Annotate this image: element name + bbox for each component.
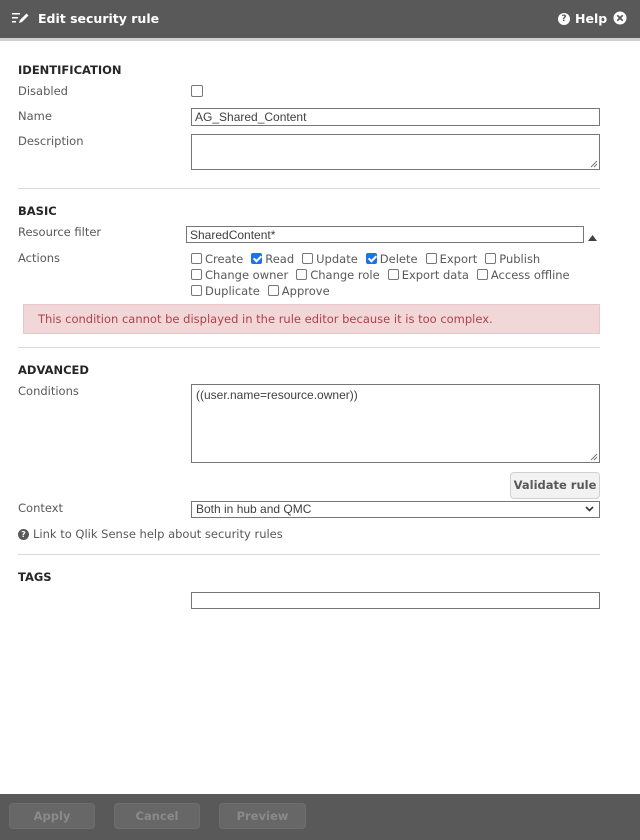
conditions-label: Conditions — [18, 384, 79, 398]
resize-handle-icon[interactable] — [590, 453, 598, 461]
dialog-title: Edit security rule — [38, 11, 160, 26]
context-label: Context — [18, 501, 64, 515]
action-approve[interactable] — [268, 283, 330, 299]
actions-checkbox-group — [191, 251, 601, 299]
action-label: Read — [265, 252, 295, 266]
action-checkbox[interactable] — [191, 253, 202, 264]
action-read[interactable] — [251, 251, 294, 267]
action-checkbox[interactable] — [426, 253, 437, 264]
action-export[interactable] — [426, 251, 478, 267]
tags-input[interactable] — [191, 592, 600, 609]
close-button[interactable] — [613, 11, 627, 28]
preview-button[interactable]: Preview — [219, 803, 306, 829]
chevron-down-icon — [585, 506, 594, 512]
resize-handle-icon[interactable] — [590, 160, 598, 168]
help-label: Help — [575, 11, 608, 26]
action-checkbox[interactable] — [191, 269, 202, 280]
action-change-role[interactable] — [296, 267, 379, 283]
apply-button[interactable]: Apply — [9, 803, 95, 829]
action-update[interactable] — [302, 251, 358, 267]
resource-filter-input[interactable]: SharedContent* — [186, 226, 584, 243]
action-label: Approve — [281, 284, 330, 298]
action-checkbox[interactable] — [477, 269, 488, 280]
disabled-label: Disabled — [18, 84, 68, 98]
action-checkbox[interactable] — [191, 285, 202, 296]
divider — [18, 554, 600, 555]
question-circle-icon: ? — [18, 529, 29, 540]
divider — [18, 188, 600, 189]
validate-rule-button[interactable]: Validate rule — [510, 472, 600, 499]
action-label: Change role — [310, 268, 380, 282]
action-checkbox[interactable] — [268, 285, 279, 296]
disabled-checkbox[interactable] — [191, 85, 203, 97]
conditions-textarea[interactable] — [191, 384, 600, 463]
context-select[interactable] — [191, 501, 600, 518]
action-checkbox[interactable] — [251, 253, 262, 264]
section-basic-title: BASIC — [18, 204, 57, 218]
question-circle-icon: ? — [558, 13, 570, 25]
action-duplicate[interactable] — [191, 283, 260, 299]
collapse-triangle-icon[interactable] — [588, 230, 597, 244]
action-label: Delete — [379, 252, 418, 266]
cancel-button[interactable]: Cancel — [114, 803, 200, 829]
section-identification-title: IDENTIFICATION — [18, 63, 122, 77]
actions-label: Actions — [18, 251, 61, 265]
action-publish[interactable] — [485, 251, 540, 267]
action-change-owner[interactable] — [191, 267, 288, 283]
description-label: Description — [18, 134, 84, 148]
action-label: Export — [439, 252, 478, 266]
action-checkbox[interactable] — [302, 253, 313, 264]
section-advanced-title: ADVANCED — [18, 363, 89, 377]
action-label: Publish — [499, 252, 541, 266]
description-textarea[interactable] — [191, 134, 600, 170]
dialog-header — [0, 0, 640, 38]
action-label: Update — [316, 252, 358, 266]
name-input[interactable]: AG_Shared_Content — [191, 108, 600, 126]
help-link-text: Link to Qlik Sense help about security rules — [33, 527, 283, 541]
condition-alert: This condition cannot be displayed in the rule editor because it is too complex. — [23, 304, 600, 334]
divider — [18, 347, 600, 348]
resource-filter-label: Resource filter — [18, 225, 102, 239]
close-circle-icon — [613, 11, 627, 25]
section-tags-title: TAGS — [18, 570, 52, 584]
action-checkbox[interactable] — [366, 253, 377, 264]
action-label: Change owner — [205, 268, 289, 282]
action-label: Access offline — [490, 268, 570, 282]
action-delete[interactable] — [366, 251, 418, 267]
action-label: Export data — [401, 268, 469, 282]
context-selected-value: Both in hub and QMC — [196, 502, 312, 516]
help-button[interactable] — [558, 11, 607, 26]
action-label: Create — [205, 252, 244, 266]
edit-list-icon — [12, 11, 29, 28]
action-checkbox[interactable] — [296, 269, 307, 280]
action-create[interactable] — [191, 251, 243, 267]
security-rules-help-link[interactable] — [18, 527, 283, 541]
action-checkbox[interactable] — [485, 253, 496, 264]
header-accent-bar — [0, 38, 640, 41]
action-export-data[interactable] — [388, 267, 469, 283]
dialog-footer — [0, 794, 640, 840]
conditions-value: ((user.name=resource.owner)) — [196, 388, 358, 402]
action-checkbox[interactable] — [388, 269, 399, 280]
name-label: Name — [18, 109, 52, 123]
action-access-offline[interactable] — [477, 267, 570, 283]
action-label: Duplicate — [205, 284, 260, 298]
